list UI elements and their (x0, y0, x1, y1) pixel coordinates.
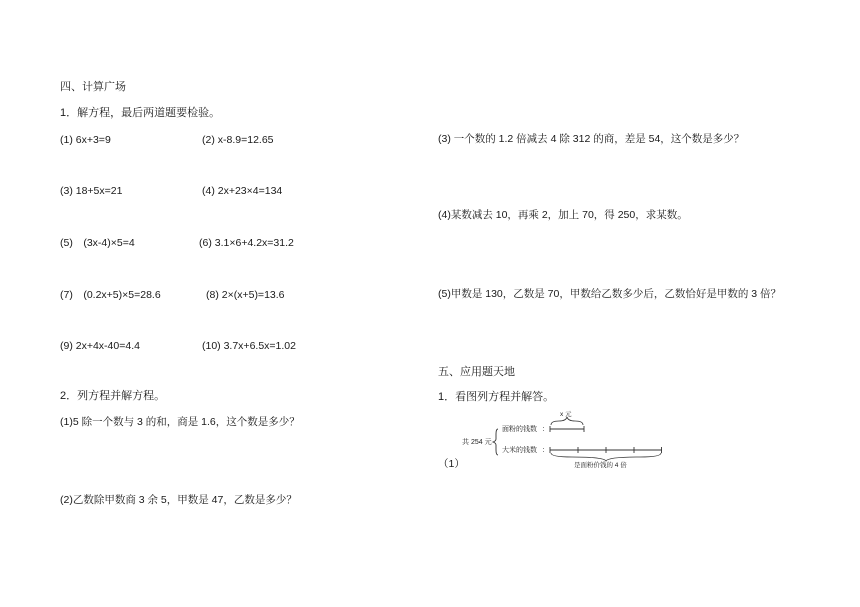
x-brace (551, 417, 583, 425)
question-5-1-title: 1．看图列方程并解答。 (438, 391, 555, 403)
equation-10: (10) 3.7x+6.5x=1.02 (202, 340, 296, 352)
question-2-title: 2．列方程并解方程。 (60, 390, 166, 402)
multiple-label: 是面粉价钱的 4 倍 (574, 462, 627, 469)
equation-9: (9) 2x+4x-40=4.4 (60, 340, 140, 352)
svg-text:：: ： (542, 426, 549, 433)
equation-4: (4) 2x+23×4=134 (202, 185, 283, 197)
total-brace (493, 429, 498, 455)
equation-5: (5) (3x-4)×5=4 (60, 237, 135, 249)
equation-2: (2) x-8.9=12.65 (202, 134, 274, 146)
equation-7: (7) (0.2x+5)×5=28.6 (60, 289, 161, 301)
flour-label: 面粉的钱数 (502, 426, 537, 433)
equation-6: (6) 3.1×6+4.2x=31.2 (199, 237, 294, 249)
section-5-title: 五、应用题天地 (438, 366, 515, 378)
section-4-title: 四、计算广场 (60, 81, 126, 93)
svg-text:：: ： (542, 447, 549, 454)
sub-question-label: （1） (438, 458, 465, 470)
rice-label: 大米的钱数 (502, 447, 537, 454)
word-problem-5: (5)甲数是 130，乙数是 70，甲数给乙数多少后，乙数恰好是甲数的 3 倍？ (438, 288, 782, 300)
total-label: 共 254 元 (462, 439, 492, 446)
equation-1: (1) 6x+3=9 (60, 134, 111, 146)
word-problem-2: (2)乙数除甲数商 3 余 5，甲数是 47，乙数是多少？ (60, 494, 297, 506)
line-segment-diagram (462, 410, 662, 475)
x-label: x 元 (560, 411, 572, 418)
question-1-title: 1．解方程，最后两道题要检验。 (60, 107, 221, 119)
equation-8: (8) 2×(x+5)=13.6 (206, 289, 285, 301)
word-problem-4: (4)某数减去 10，再乘 2，加上 70，得 250，求某数。 (438, 209, 688, 221)
rice-brace (551, 453, 661, 461)
equation-3: (3) 18+5x=21 (60, 185, 123, 197)
word-problem-1: (1)5 除一个数与 3 的和，商是 1.6，这个数是多少？ (60, 416, 300, 428)
word-problem-3: (3) 一个数的 1.2 倍减去 4 除 312 的商，差是 54，这个数是多少？ (438, 133, 745, 145)
